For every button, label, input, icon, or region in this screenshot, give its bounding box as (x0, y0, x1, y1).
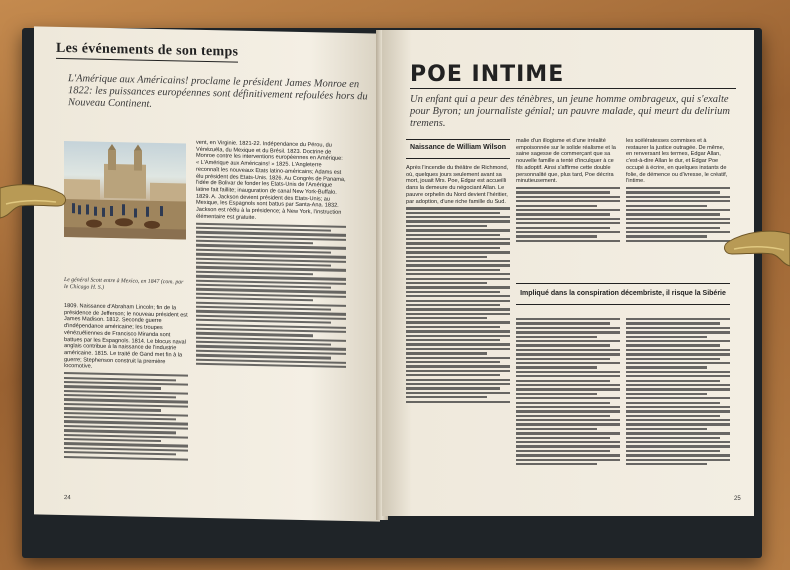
right-column-a-lines (406, 207, 510, 402)
left-column-2-text: vent, en Virginie. 1821-22. Indépendance du Pérou, du Vénézuéla, du Mexique et du Brésil. 1823. Doctrine de Monroe contre les interventions européennes en Amérique: « L'Amérique aux Américains! » 1825. L'Angleterre reconnaît les nouveaux Etats latino-américains; Adams est élu président des Etats-Unis. 1826. Au Congrès de Panama, l'idée de Bolivar de fonder les Etats-Unis de l'Amérique latine fait faillite; inauguration de canal New York-Buffalo. 1829. A. Jackson devient président des Etats-Unis; au Mexique, les Espagnols sont battus par Santa-Ana. 1832. Jackson est réélu à la présidence; à New York, l'instruction élémentaire est gratuite. (196, 139, 346, 221)
right-column-c-text: les scélératesses commises et à restaurer la justice outragée. De même, en renversant les termes, Edgar Allan, c'est-à-dire Allan le dur, et Edgar Poe occupé à écrire, en quelques instants de folie, de démence ou d'ivresse, le créatif, l'intime. (626, 138, 728, 185)
left-page-heading: Les événements de son temps (56, 41, 238, 63)
right-column-b-lines-bottom (516, 318, 620, 465)
subhead-conspiration: Impliqué dans la conspiration décembriste, il risque la Sibérie (520, 290, 726, 297)
right-column-c-lines-top (626, 187, 730, 242)
brass-bookholder-left-icon (0, 176, 70, 240)
right-page-intro: Un enfant qui a peur des ténèbres, un jeune homme ombrageux, qui s'exalte pour Byron; un journaliste génial; un pauvre malade, qui meurt du delirium tremens. (410, 94, 731, 129)
rule (516, 283, 730, 284)
right-page-title: POE INTIME (410, 62, 565, 87)
right-column-a (406, 138, 510, 405)
left-column-2-lines (196, 222, 346, 368)
left-column-2 (196, 140, 346, 371)
cathedral-painting-icon (64, 141, 186, 240)
rule (406, 158, 510, 159)
left-column-1 (64, 303, 188, 463)
right-page-number: 25 (734, 496, 741, 502)
illustration-caption: Le général Scott entre à Mexico, en 1847 (com. par le Chicago H. S.) (64, 277, 184, 291)
title-rule (410, 88, 736, 89)
subhead-naissance: Naissance de William Wilson (410, 144, 506, 151)
right-column-a-text: Après l'incendie du théâtre de Richmond, où, quelques jours seulement avant sa mort, jouait Mrs. Poe, Edgar est accueilli dans la demeure du négociant Allan. Le pauvre orphelin du Nord devient l'héritier, par adoption, d'une riche famille du Sud. (406, 165, 509, 205)
right-column-c (626, 138, 730, 244)
right-page (382, 30, 754, 516)
left-column-1-lines (64, 372, 188, 460)
rule (516, 304, 730, 305)
right-column-c-lines-bottom (626, 318, 730, 465)
brass-bookholder-right-icon (722, 224, 790, 280)
right-column-b-lines-top (516, 187, 620, 242)
left-page (34, 26, 380, 521)
subhead-conspiration-block (516, 282, 730, 306)
left-page-number: 24 (64, 495, 71, 502)
left-page-intro: L'Amérique aux Américains! proclame le président James Monroe en 1822: les puissances européennes sont définitivement refoulées hors du Nouveau Continent. (68, 73, 368, 110)
illustration-scott-mexico (64, 141, 186, 240)
left-column-1-text: 1809. Naissance d'Abraham Lincoln; fin de la présidence de Jefferson; le nouveau président est James Madison. 1812. Seconde guerre d'indépendance américaine; les troupes vénézuéliennes de Francisco Miranda sont battues par les Espagnols. 1814. Le blocus naval anglais contribue à la naissance de l'industrie américaine. 1815. Le traité de Gand met fin à la guerre; Stephenson construit la première locomotive. (64, 303, 188, 370)
right-column-b-text: malie d'un illogisme et d'une irréalité empoisonnée sur le solide réalisme et la saine sagesse de commerçant que sa nouvelle famille a tenté d'inculquer à ce fils adoptif. Ainsi s'affirme cette double personnalité que, plus tard, Poe décrira minutieusement. (516, 138, 616, 185)
rule (406, 139, 510, 140)
right-column-b (516, 138, 620, 244)
right-column-b-lower (516, 316, 620, 467)
right-column-c-lower (626, 316, 730, 467)
